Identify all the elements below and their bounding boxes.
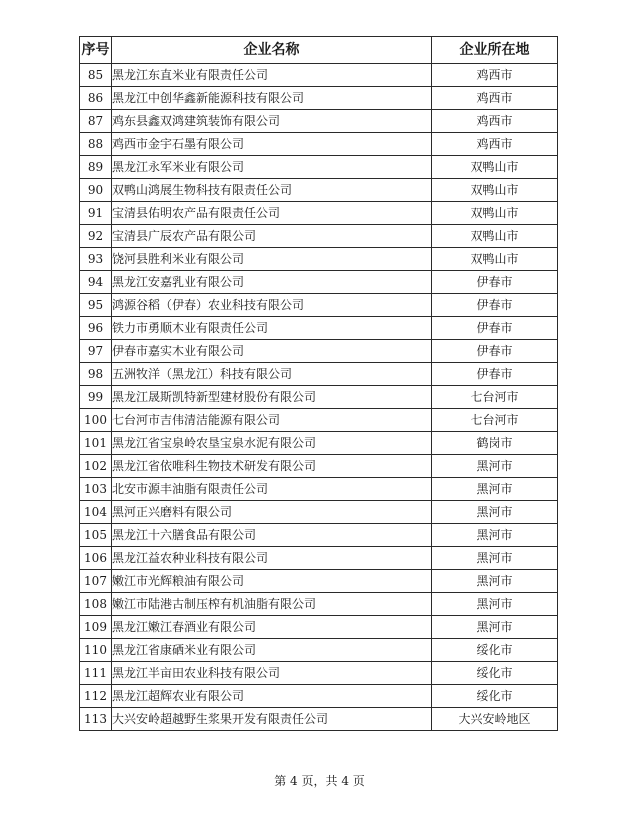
company-location: 七台河市 xyxy=(432,386,558,409)
company-location: 黑河市 xyxy=(432,455,558,478)
table-row xyxy=(80,156,558,179)
company-name: 大兴安岭超越野生浆果开发有限责任公司 xyxy=(112,708,432,731)
table-row xyxy=(80,64,558,87)
company-location: 鸡西市 xyxy=(432,110,558,133)
table-row xyxy=(80,386,558,409)
row-number: 93 xyxy=(80,248,112,271)
company-location: 黑河市 xyxy=(432,616,558,639)
table-row xyxy=(80,110,558,133)
company-location: 七台河市 xyxy=(432,409,558,432)
row-number: 103 xyxy=(80,478,112,501)
row-number: 101 xyxy=(80,432,112,455)
row-number: 98 xyxy=(80,363,112,386)
row-number: 86 xyxy=(80,87,112,110)
table-row xyxy=(80,662,558,685)
company-location: 黑河市 xyxy=(432,570,558,593)
table-row xyxy=(80,225,558,248)
row-number: 85 xyxy=(80,64,112,87)
table-row xyxy=(80,593,558,616)
company-location: 绥化市 xyxy=(432,685,558,708)
company-name: 黑龙江超辉农业有限公司 xyxy=(112,685,432,708)
table-row xyxy=(80,271,558,294)
company-location: 双鸭山市 xyxy=(432,156,558,179)
company-name: 铁力市勇顺木业有限责任公司 xyxy=(112,317,432,340)
row-number: 102 xyxy=(80,455,112,478)
header-location: 企业所在地 xyxy=(432,37,558,64)
row-number: 88 xyxy=(80,133,112,156)
company-name: 鸡东县鑫双鸿建筑装饰有限公司 xyxy=(112,110,432,133)
company-name: 嫩江市光辉粮油有限公司 xyxy=(112,570,432,593)
company-location: 鸡西市 xyxy=(432,64,558,87)
table-row xyxy=(80,248,558,271)
company-location: 伊春市 xyxy=(432,317,558,340)
company-location: 双鸭山市 xyxy=(432,202,558,225)
company-location: 绥化市 xyxy=(432,662,558,685)
company-name: 宝清县佑明农产品有限责任公司 xyxy=(112,202,432,225)
company-location: 伊春市 xyxy=(432,271,558,294)
table-row xyxy=(80,616,558,639)
table-row xyxy=(80,432,558,455)
company-name: 黑龙江省康硒米业有限公司 xyxy=(112,639,432,662)
table-row xyxy=(80,708,558,731)
company-name: 黑龙江十六膳食品有限公司 xyxy=(112,524,432,547)
row-number: 100 xyxy=(80,409,112,432)
company-location: 大兴安岭地区 xyxy=(432,708,558,731)
header-name: 企业名称 xyxy=(112,37,432,64)
company-location: 黑河市 xyxy=(432,524,558,547)
page-footer: 第 4 页，共 4 页 xyxy=(274,774,365,788)
table-row xyxy=(80,455,558,478)
table-header-row xyxy=(80,37,558,64)
company-location: 黑河市 xyxy=(432,501,558,524)
header-num: 序号 xyxy=(80,37,112,64)
row-number: 113 xyxy=(80,708,112,731)
company-name: 鸡西市金宇石墨有限公司 xyxy=(112,133,432,156)
company-name: 伊春市嘉实木业有限公司 xyxy=(112,340,432,363)
row-number: 97 xyxy=(80,340,112,363)
company-name: 宝清县广辰农产品有限公司 xyxy=(112,225,432,248)
row-number: 106 xyxy=(80,547,112,570)
company-name: 饶河县胜利米业有限公司 xyxy=(112,248,432,271)
company-name: 黑龙江永军米业有限公司 xyxy=(112,156,432,179)
company-location: 黑河市 xyxy=(432,593,558,616)
company-location: 伊春市 xyxy=(432,294,558,317)
company-name: 双鸭山鸿展生物科技有限责任公司 xyxy=(112,179,432,202)
table-row xyxy=(80,294,558,317)
row-number: 90 xyxy=(80,179,112,202)
company-name: 黑龙江省依唯科生物技术研发有限公司 xyxy=(112,455,432,478)
table-row xyxy=(80,501,558,524)
company-name: 黑河正兴磨料有限公司 xyxy=(112,501,432,524)
company-name: 北安市源丰油脂有限责任公司 xyxy=(112,478,432,501)
row-number: 105 xyxy=(80,524,112,547)
row-number: 112 xyxy=(80,685,112,708)
company-location: 伊春市 xyxy=(432,340,558,363)
company-name: 黑龙江半亩田农业科技有限公司 xyxy=(112,662,432,685)
table-row xyxy=(80,179,558,202)
company-location: 双鸭山市 xyxy=(432,248,558,271)
row-number: 111 xyxy=(80,662,112,685)
company-name: 黑龙江嫩江春酒业有限公司 xyxy=(112,616,432,639)
company-location: 双鸭山市 xyxy=(432,225,558,248)
company-location: 鹤岗市 xyxy=(432,432,558,455)
company-location: 黑河市 xyxy=(432,478,558,501)
table-row xyxy=(80,202,558,225)
company-name: 七台河市吉伟清洁能源有限公司 xyxy=(112,409,432,432)
company-name: 五洲牧洋（黑龙江）科技有限公司 xyxy=(112,363,432,386)
row-number: 94 xyxy=(80,271,112,294)
company-name: 黑龙江晟斯凯特新型建材股份有限公司 xyxy=(112,386,432,409)
table-row xyxy=(80,409,558,432)
company-name: 黑龙江益农种业科技有限公司 xyxy=(112,547,432,570)
row-number: 95 xyxy=(80,294,112,317)
row-number: 110 xyxy=(80,639,112,662)
table-row xyxy=(80,317,558,340)
table-row xyxy=(80,570,558,593)
row-number: 89 xyxy=(80,156,112,179)
row-number: 92 xyxy=(80,225,112,248)
table-body xyxy=(80,64,558,731)
row-number: 104 xyxy=(80,501,112,524)
row-number: 96 xyxy=(80,317,112,340)
row-number: 87 xyxy=(80,110,112,133)
company-location: 伊春市 xyxy=(432,363,558,386)
company-name: 嫩江市陆港古制压榨有机油脂有限公司 xyxy=(112,593,432,616)
row-number: 99 xyxy=(80,386,112,409)
company-name: 黑龙江东直米业有限责任公司 xyxy=(112,64,432,87)
table-row xyxy=(80,87,558,110)
company-location: 绥化市 xyxy=(432,639,558,662)
table-row xyxy=(80,639,558,662)
company-name: 黑龙江中创华鑫新能源科技有限公司 xyxy=(112,87,432,110)
company-location: 双鸭山市 xyxy=(432,179,558,202)
company-name: 黑龙江省宝泉岭农垦宝泉水泥有限公司 xyxy=(112,432,432,455)
company-location: 鸡西市 xyxy=(432,133,558,156)
row-number: 91 xyxy=(80,202,112,225)
row-number: 107 xyxy=(80,570,112,593)
enterprise-table xyxy=(79,36,558,731)
company-name: 黑龙江安嘉乳业有限公司 xyxy=(112,271,432,294)
company-location: 鸡西市 xyxy=(432,87,558,110)
table-row xyxy=(80,478,558,501)
row-number: 109 xyxy=(80,616,112,639)
table-row xyxy=(80,685,558,708)
table-row xyxy=(80,340,558,363)
table-row xyxy=(80,524,558,547)
table-row xyxy=(80,363,558,386)
table-row xyxy=(80,547,558,570)
company-name: 鸿源谷稻（伊春）农业科技有限公司 xyxy=(112,294,432,317)
company-location: 黑河市 xyxy=(432,547,558,570)
table-row xyxy=(80,133,558,156)
row-number: 108 xyxy=(80,593,112,616)
